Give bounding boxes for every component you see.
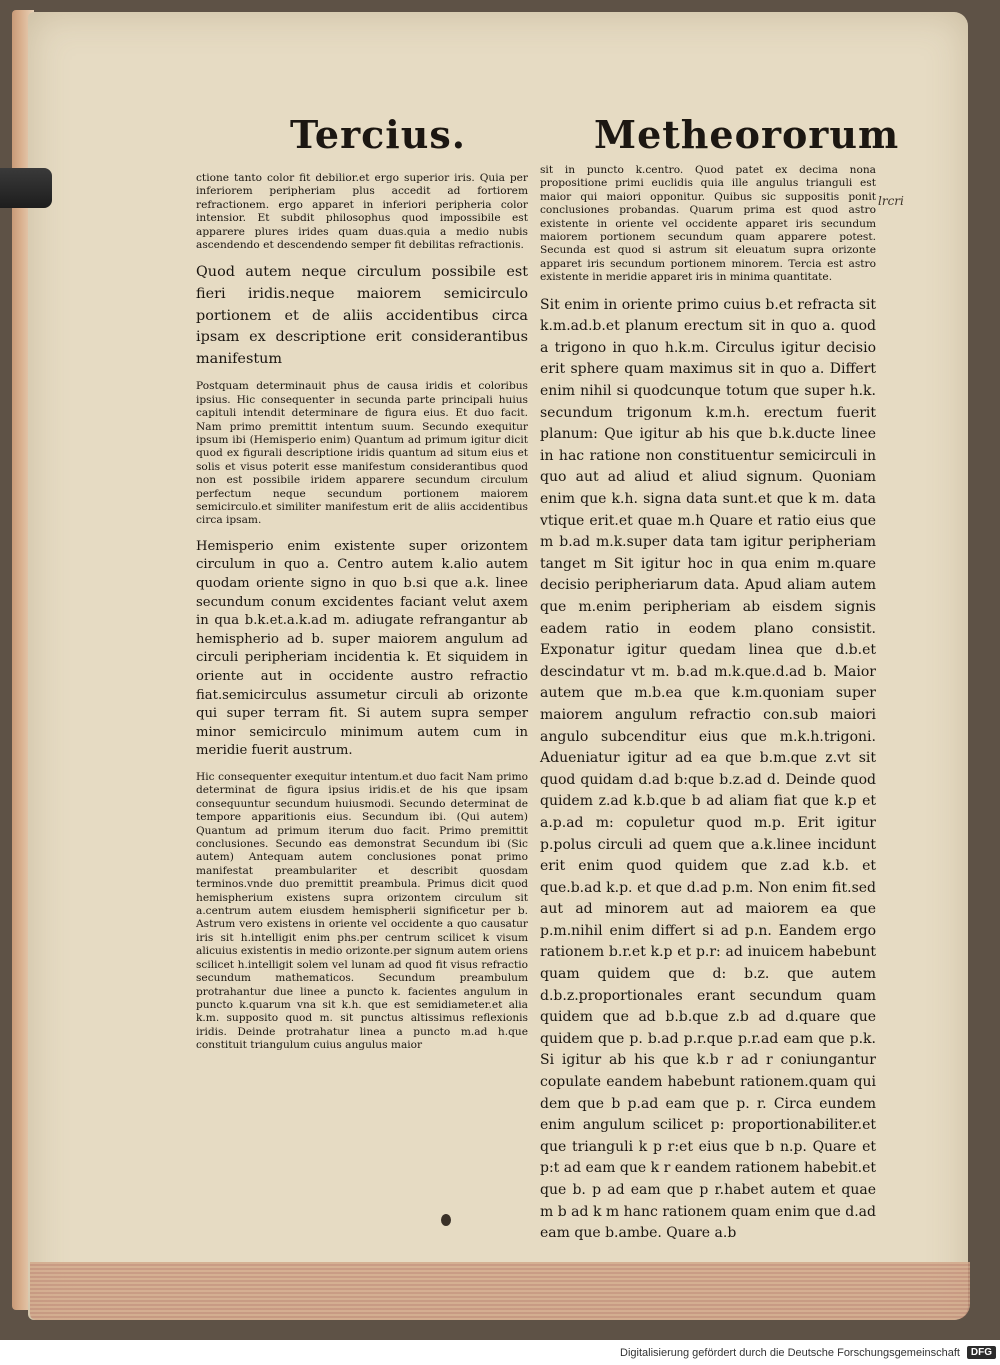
left-heading-paragraph: Quod autem neque circulum possibile est fieri iridis.neque maiorem semicirculo portionem et de aliis accidentibus circa ipsam ex descriptione erit considerantibus manifestum [196,264,528,367]
left-column [196,172,528,1063]
header-right: Metheororum [594,112,900,157]
footer-bar [0,1340,1000,1365]
right-column [540,164,876,1255]
left-commentary-1: Postquam determinauit phus de causa iridis et coloribus ipsius. Hic consequenter in secunda parte principali huius capituli intendit determinare de figura eius. Et duo facit. Nam primo premittit intentum suum. Secundo exequitur ipsum ibi (Hemisperio enim) Quantum ad primum igitur dicit quod ex figurali descriptione iridis quantum ad situm eius et solis et visus poterit esse manifestum considerantibus quod non est possibile iridem apparere secundum circulum perfectum neque secundum portionem maiorem semicirculo.et similiter manifestum erit de aliis accidentibus circa ipsam. [196,380,528,527]
dfg-logo: DFG [967,1346,996,1359]
bookmark-ribbon [0,168,52,208]
left-commentary-2: Hic consequenter exequitur intentum.et duo facit Nam primo determinat de figura ipsius iridis.et de his que ipsam consequuntur secundum huiusmodi. Secundo determinat de tempore apparitionis eius. Secundum ibi. (Qui autem) Quantum ad primum iterum duo facit. Primo premittit conclusiones. Secundo eas demonstrat Secundum ibi (Sic autem) Antequam autem conclusiones ponat primo manifestat preambulariter et describit quosdam terminos.vnde duo premittit preambula. Primus dicit quod hemispherium existens supra orizontem circulum sit a.centrum autem eiusdem hemispherii significetur per b. Astrum vero existens in oriente vel occidente a quo causatur iris sit h.intelligit enim phs.per centrum scilicet k visum alicuius existentis in medio orizonte.per signum autem oriens scilicet h.intelligit solem vel lunam ad quod fit visus refractio secundum mathematicos. Secundum preambulum protrahantur due linee a puncto k. facientes angulum in puncto k.quarum vna sit k.h. que est semidiameter.et alia k.m. supposito quod m. sit punctus altissimus reflexionis iridis. Deinde protrahatur linea a puncto m.ad h.que constituit triangulum cuius angulus maior [196,771,528,1052]
left-text-paragraph: Hemisperio enim existente super orizontem circulum in quo a. Centro autem k.alio autem quodam oriente signo in quo b.si que a.k. linee secundum conum excidentes faciant velut axem in qua b.k.et.a.k.ad m. adiugate refrangantur ab hemispherio ad b. super maiorem angulum ad circuli peripheriam incidentia k. Et siquidem in oriente aut in occidente austro refractio fiat.semicirculus assumetur circuli ab orizonte qui super terram fit. Si autem supra semper minor semicirculo minimum autem cum in meridie fuerit austrum. [196,538,528,759]
header-left: Tercius. [290,112,466,157]
right-text-paragraph: Sit enim in oriente primo cuius b.et refracta sit k.m.ad.b.et planum erectum sit in quo a. quod a trigono in quo h.k.m. Circulus igitur decisio erit sphere quam maximus sit in quo a. Differt enim nihil si quodcunque totum que super h.k. secundum trigonum k.m.h. erectum fuerit planum: Que igitur ab his que b.k.ducte linee in hac ratione non constituentur semicirculi in quo aut ad aliud et aliud signum. Quoniam enim que k.h. signa data sunt.et que k m. data vtique erit.et quae m.h Quare et ratio eius que m b.ad m.k.super data tam igitur peripheriam tanget m Sit igitur hoc in qua enim m.quare decisio peripheriarum data. Apud aliam autem que m.enim peripheriam ab eisdem signis eadem ratio in eodem plano consistit. Exponatur igitur quedam linea que d.b.et descindatur vt m. b.ad m.k.que.d.ad b. Maior autem que m.b.ea que k.m.quoniam super maiorem angulum refractio con.sub maiori angulo subcenditur eius que m.k.h.trigoni. Adueniatur igitur ad ea que b.m.que z.vt sit quod quidam d.ad b:que b.z.ad d. Deinde quod quidem z.ad k.b.que b ad aliam fiat que k.p et a.p.ad m: copuletur quod m.p. Erit igitur p.polus circuli ad quem que a.k.linee incidunt erit enim quod quidem que z.ad k.b. et que.b.ad k.p. et que d.ad p.m. Non enim fit.sed aut ad minorem aut ad maiorem ea que p.m.nihil enim differt si ad p.n. Eandem ergo rationem b.r.et k.p et p.r: ad inuicem habebunt quam quidem que d: b.z. que autem d.b.z.proportionales erant secundum quam quidem que ad b.b.que z.b ad d.quare que quidem que p. b.ad p.r.que p.r.ad eam que p.k. Si igitur ab his que k.b r ad r coniungantur copulate eandem habebunt rationem.quam qui dem que b p.ad eam que p. r. Circa eundem enim angulum scilicet p: proportionabiliter.et que trianguli k p r:et eius que b n.p. Quare et p:t ad eam que k r eandem rationem habebit.et que b. p ad eam que p r.habet autem et quae m b ad k m hanc rationem quam enim que d.ad eam que b.ambe. Quare a.b [540,296,876,1242]
left-paragraph-1: ctione tanto color fit debilior.et ergo superior iris. Quia per inferiorem peripheriam plus accedit ad fortiorem refractionem. ergo apparet in inferiori peripheria color intensior. Et subdit philosophus quod impossibile est apparere plures irides quam duas.quia a medio nubis ascendendo et descendendo semper fit debilitas refractionis. [196,172,528,252]
ink-spot [441,1214,451,1226]
book-page [28,12,968,1320]
right-commentary-1: sit in puncto k.centro. Quod patet ex decima nona propositione primi euclidis quia ille angulus trianguli est maior qui maiori opponitur. Quibus sic suppositis ponit conclusiones probandas. Quarum prima est quod astro existente in oriente vel occidente apparet iris secundum maiorem portionem secundum quam apparere potest. Secunda est quod si astrum sit eleuatum supra orizonte apparet iris secundum portionem minorem. Tercia est astro existente in meridie apparet iris in minima quantitate. [540,164,876,284]
margin-note: lrcri [878,194,904,208]
book-edge-bottom [30,1262,970,1320]
footer-credit: Digitalisierung gefördert durch die Deutsche Forschungsgemeinschaft [620,1347,960,1359]
